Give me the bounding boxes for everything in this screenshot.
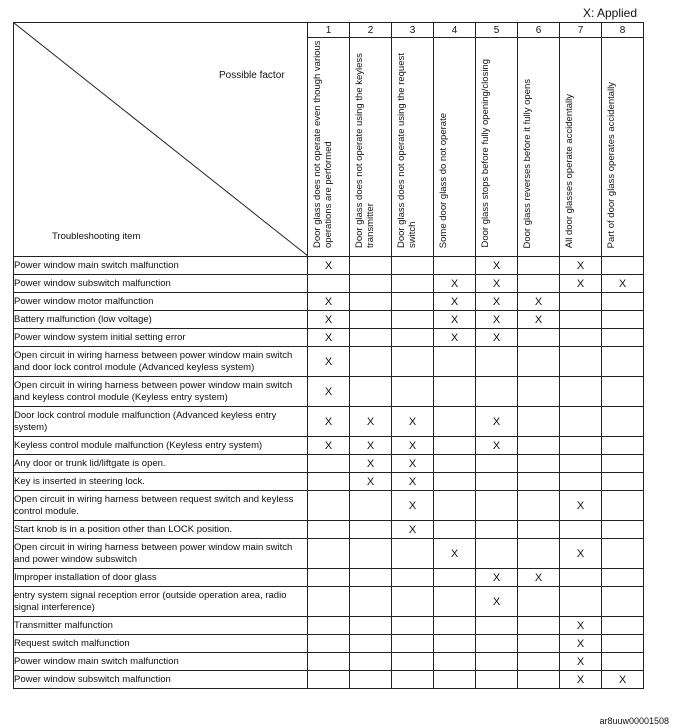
applied-mark: [602, 653, 644, 671]
column-header-4: [434, 38, 476, 257]
applied-mark: X: [518, 293, 560, 311]
applied-mark: [434, 635, 476, 653]
table-row: [14, 569, 644, 587]
applied-mark: [560, 587, 602, 617]
applied-mark: [518, 407, 560, 437]
column-number-6: 6: [518, 23, 560, 38]
column-number-2: 2: [350, 23, 392, 38]
column-label: Door glass does not operate even though various operations are performed: [312, 40, 334, 248]
applied-mark: [518, 491, 560, 521]
troubleshooting-item: Battery malfunction (low voltage): [14, 311, 308, 329]
column-number-3: 3: [392, 23, 434, 38]
applied-mark: [560, 437, 602, 455]
applied-mark: [560, 473, 602, 491]
applied-mark: [350, 521, 392, 539]
applied-mark: [518, 635, 560, 653]
troubleshooting-item: Transmitter malfunction: [14, 617, 308, 635]
applied-mark: [518, 671, 560, 689]
applied-mark: [602, 521, 644, 539]
applied-mark: X: [350, 437, 392, 455]
possible-factor-label: Possible factor: [219, 70, 285, 81]
applied-mark: [602, 311, 644, 329]
applied-mark: [476, 521, 518, 539]
applied-mark: [308, 473, 350, 491]
applied-mark: [308, 635, 350, 653]
legend-applied: X: Applied: [582, 6, 637, 20]
applied-mark: [434, 347, 476, 377]
applied-mark: [602, 455, 644, 473]
applied-mark: X: [602, 275, 644, 293]
applied-mark: [602, 587, 644, 617]
applied-mark: X: [392, 521, 434, 539]
applied-mark: X: [560, 275, 602, 293]
troubleshooting-item: Key is inserted in steering lock.: [14, 473, 308, 491]
applied-mark: X: [560, 671, 602, 689]
table-row: [14, 653, 644, 671]
table-row: [14, 293, 644, 311]
column-header-3: [392, 38, 434, 257]
applied-mark: [476, 671, 518, 689]
applied-mark: [602, 569, 644, 587]
table-row: [14, 539, 644, 569]
applied-mark: [392, 587, 434, 617]
column-header-6: [518, 38, 560, 257]
applied-mark: [350, 539, 392, 569]
applied-mark: X: [602, 671, 644, 689]
applied-mark: [434, 377, 476, 407]
applied-mark: [392, 539, 434, 569]
applied-mark: [602, 377, 644, 407]
applied-mark: X: [476, 587, 518, 617]
applied-mark: X: [476, 257, 518, 275]
applied-mark: [392, 311, 434, 329]
applied-mark: X: [560, 257, 602, 275]
applied-mark: [560, 455, 602, 473]
table-row: [14, 257, 644, 275]
header-corner-cell: [14, 23, 308, 257]
applied-mark: [308, 539, 350, 569]
applied-mark: [350, 257, 392, 275]
applied-mark: [350, 311, 392, 329]
applied-mark: [560, 311, 602, 329]
applied-mark: X: [308, 257, 350, 275]
applied-mark: [434, 653, 476, 671]
applied-mark: [392, 275, 434, 293]
applied-mark: [476, 347, 518, 377]
applied-mark: [602, 257, 644, 275]
applied-mark: [350, 491, 392, 521]
troubleshooting-item: Power window subswitch malfunction: [14, 275, 308, 293]
applied-mark: X: [434, 293, 476, 311]
table-row: [14, 311, 644, 329]
troubleshooting-item-label: Troubleshooting item: [52, 231, 141, 242]
column-number-4: 4: [434, 23, 476, 38]
applied-mark: [350, 653, 392, 671]
troubleshooting-item: Power window motor malfunction: [14, 293, 308, 311]
applied-mark: X: [392, 437, 434, 455]
column-header-7: [560, 38, 602, 257]
applied-mark: [518, 437, 560, 455]
column-label: Door glass reverses before it fully opens: [522, 78, 533, 248]
applied-mark: [392, 257, 434, 275]
troubleshooting-item: Any door or trunk lid/liftgate is open.: [14, 455, 308, 473]
column-header-2: [350, 38, 392, 257]
applied-mark: [350, 617, 392, 635]
applied-mark: [518, 587, 560, 617]
applied-mark: [518, 473, 560, 491]
column-header-1: [308, 38, 350, 257]
applied-mark: X: [392, 473, 434, 491]
applied-mark: X: [308, 311, 350, 329]
applied-mark: [602, 437, 644, 455]
troubleshooting-item: entry system signal reception error (outside operation area, radio signal interference): [14, 587, 308, 617]
applied-mark: [476, 491, 518, 521]
applied-mark: [560, 347, 602, 377]
applied-mark: X: [518, 569, 560, 587]
troubleshooting-item: Open circuit in wiring harness between power window main switch and door lock control module (Advanced keyless system): [14, 347, 308, 377]
applied-mark: [518, 329, 560, 347]
applied-mark: [392, 635, 434, 653]
applied-mark: X: [308, 329, 350, 347]
applied-mark: [518, 257, 560, 275]
applied-mark: [392, 293, 434, 311]
troubleshooting-item: Request switch malfunction: [14, 635, 308, 653]
applied-mark: [602, 407, 644, 437]
applied-mark: [476, 653, 518, 671]
column-label: Door glass does not operate using the keyless transmitter: [354, 53, 376, 248]
applied-mark: X: [560, 539, 602, 569]
applied-mark: [392, 671, 434, 689]
applied-mark: [308, 671, 350, 689]
applied-mark: [392, 617, 434, 635]
applied-mark: [350, 635, 392, 653]
applied-mark: [434, 671, 476, 689]
applied-mark: X: [392, 407, 434, 437]
applied-mark: X: [434, 329, 476, 347]
applied-mark: [392, 377, 434, 407]
applied-mark: [308, 491, 350, 521]
applied-mark: X: [476, 437, 518, 455]
table-row: [14, 635, 644, 653]
applied-mark: [560, 521, 602, 539]
applied-mark: [602, 491, 644, 521]
troubleshooting-item: Power window main switch malfunction: [14, 257, 308, 275]
applied-mark: X: [434, 539, 476, 569]
column-number-5: 5: [476, 23, 518, 38]
applied-mark: [434, 521, 476, 539]
applied-mark: [602, 617, 644, 635]
troubleshooting-item: Improper installation of door glass: [14, 569, 308, 587]
applied-mark: X: [434, 311, 476, 329]
applied-mark: X: [392, 491, 434, 521]
troubleshooting-item: Power window system initial setting error: [14, 329, 308, 347]
applied-mark: [518, 455, 560, 473]
applied-mark: [392, 653, 434, 671]
applied-mark: X: [476, 329, 518, 347]
troubleshooting-table: [13, 22, 644, 689]
applied-mark: [350, 293, 392, 311]
diagonal-line: [14, 23, 308, 256]
table-row: [14, 491, 644, 521]
table-row: [14, 329, 644, 347]
applied-mark: [308, 617, 350, 635]
applied-mark: [392, 329, 434, 347]
applied-mark: X: [308, 377, 350, 407]
applied-mark: [350, 347, 392, 377]
applied-mark: [560, 407, 602, 437]
applied-mark: [392, 347, 434, 377]
troubleshooting-item: Keyless control module malfunction (Keyless entry system): [14, 437, 308, 455]
applied-mark: X: [560, 617, 602, 635]
table-row: [14, 347, 644, 377]
applied-mark: [308, 521, 350, 539]
applied-mark: [350, 275, 392, 293]
applied-mark: X: [476, 311, 518, 329]
applied-mark: [602, 293, 644, 311]
applied-mark: [476, 635, 518, 653]
applied-mark: [518, 275, 560, 293]
applied-mark: [602, 347, 644, 377]
applied-mark: [392, 569, 434, 587]
column-number-8: 8: [602, 23, 644, 38]
table-row: [14, 377, 644, 407]
applied-mark: X: [434, 275, 476, 293]
applied-mark: [518, 539, 560, 569]
table-row: [14, 275, 644, 293]
troubleshooting-item: Power window main switch malfunction: [14, 653, 308, 671]
table-row: [14, 587, 644, 617]
applied-mark: [350, 377, 392, 407]
applied-mark: [350, 569, 392, 587]
table-row: [14, 473, 644, 491]
applied-mark: [602, 329, 644, 347]
table-row: [14, 617, 644, 635]
table-row: [14, 407, 644, 437]
applied-mark: [434, 407, 476, 437]
column-label: Door glass stops before fully opening/closing: [480, 59, 491, 248]
figure-code: ar8uuw00001508: [599, 716, 669, 726]
applied-mark: X: [308, 293, 350, 311]
applied-mark: X: [476, 407, 518, 437]
applied-mark: [602, 539, 644, 569]
applied-mark: [518, 617, 560, 635]
applied-mark: [518, 653, 560, 671]
column-label: All door glasses operate accidentally: [564, 93, 575, 248]
table-row: [14, 671, 644, 689]
applied-mark: X: [518, 311, 560, 329]
troubleshooting-item: Door lock control module malfunction (Advanced keyless entry system): [14, 407, 308, 437]
applied-mark: [518, 347, 560, 377]
troubleshooting-item: Open circuit in wiring harness between request switch and keyless control module.: [14, 491, 308, 521]
applied-mark: [476, 473, 518, 491]
troubleshooting-item: Open circuit in wiring harness between power window main switch and keyless control module (Keyless entry system): [14, 377, 308, 407]
applied-mark: X: [476, 275, 518, 293]
applied-mark: X: [560, 491, 602, 521]
troubleshooting-item: Start knob is in a position other than LOCK position.: [14, 521, 308, 539]
table-row: [14, 521, 644, 539]
applied-mark: [476, 377, 518, 407]
applied-mark: X: [350, 407, 392, 437]
applied-mark: X: [476, 569, 518, 587]
applied-mark: [560, 293, 602, 311]
applied-mark: [350, 671, 392, 689]
applied-mark: [434, 587, 476, 617]
column-label: Door glass does not operate using the request switch: [396, 53, 418, 248]
applied-mark: [308, 569, 350, 587]
applied-mark: [308, 587, 350, 617]
applied-mark: [350, 587, 392, 617]
applied-mark: [476, 617, 518, 635]
applied-mark: [434, 491, 476, 521]
applied-mark: [560, 569, 602, 587]
troubleshooting-item: Open circuit in wiring harness between power window main switch and power window subswitch: [14, 539, 308, 569]
applied-mark: [434, 473, 476, 491]
applied-mark: [476, 455, 518, 473]
applied-mark: X: [560, 653, 602, 671]
column-header-5: [476, 38, 518, 257]
troubleshooting-item: Power window subswitch malfunction: [14, 671, 308, 689]
applied-mark: [518, 377, 560, 407]
applied-mark: [434, 569, 476, 587]
column-label: Some door glass do not operate: [438, 112, 449, 248]
column-label: Part of door glass operates accidentally: [606, 81, 617, 248]
applied-mark: [602, 473, 644, 491]
applied-mark: [476, 539, 518, 569]
applied-mark: [434, 455, 476, 473]
applied-mark: X: [560, 635, 602, 653]
applied-mark: X: [350, 455, 392, 473]
applied-mark: [560, 377, 602, 407]
table-row: [14, 437, 644, 455]
applied-mark: X: [308, 347, 350, 377]
applied-mark: [308, 455, 350, 473]
column-number-1: 1: [308, 23, 350, 38]
applied-mark: X: [308, 407, 350, 437]
applied-mark: [308, 275, 350, 293]
applied-mark: [434, 437, 476, 455]
applied-mark: [434, 257, 476, 275]
applied-mark: X: [308, 437, 350, 455]
applied-mark: [602, 635, 644, 653]
applied-mark: X: [392, 455, 434, 473]
applied-mark: [434, 617, 476, 635]
table-row: [14, 455, 644, 473]
applied-mark: X: [476, 293, 518, 311]
column-header-8: [602, 38, 644, 257]
applied-mark: [560, 329, 602, 347]
applied-mark: X: [350, 473, 392, 491]
column-number-7: 7: [560, 23, 602, 38]
applied-mark: [518, 521, 560, 539]
applied-mark: [350, 329, 392, 347]
applied-mark: [308, 653, 350, 671]
